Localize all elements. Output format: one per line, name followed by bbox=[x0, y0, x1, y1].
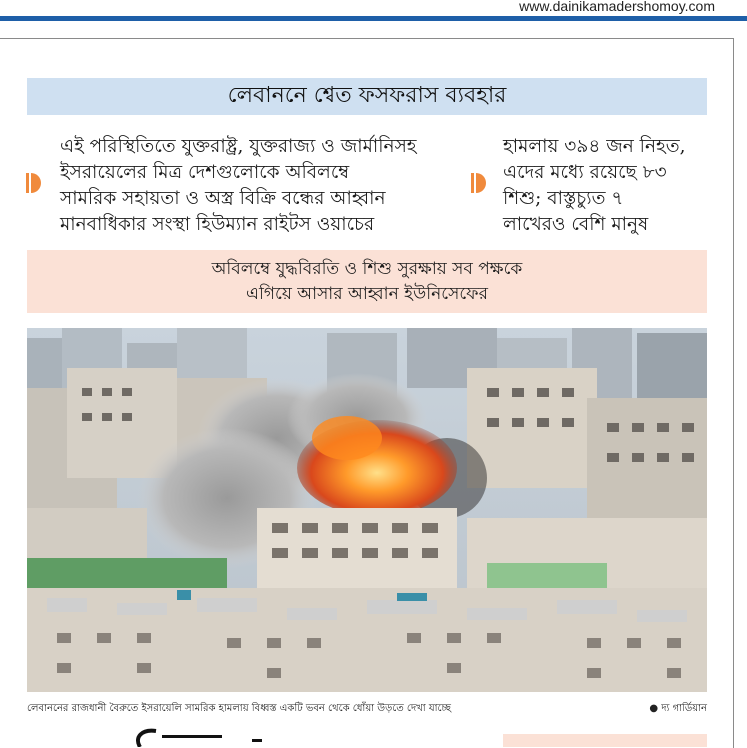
pull-quote-line: এদের মধ্যে রয়েছে ৮৩ bbox=[503, 162, 667, 183]
subheadline bbox=[27, 250, 707, 313]
masthead-rule bbox=[0, 16, 747, 21]
next-article-band bbox=[503, 734, 707, 747]
photo-credit: ● দ্য গার্ডিয়ান bbox=[649, 703, 707, 714]
photo-caption-text: লেবাননের রাজধানী বৈরুতে ইসরায়েলি সামরিক হামলায় বিধ্বস্ত একটি ভবন থেকে ধোঁয়া উড়তে দেখা যাচ্ছে bbox=[27, 703, 452, 714]
masthead-website[interactable]: www.dainikamadershomoy.com bbox=[519, 0, 715, 14]
article-headline: লেবাননে শ্বেত ফসফরাস ব্যবহার bbox=[27, 78, 707, 115]
pull-quote-line: ইসরায়েলের মিত্র দেশগুলোকে অবিলম্বে bbox=[60, 162, 350, 183]
pull-quote-right bbox=[503, 134, 686, 238]
pull-quote-line: লাখেরও বেশি মানুষ bbox=[503, 214, 649, 235]
next-article-headline-fragment bbox=[122, 727, 342, 747]
quote-mark-icon bbox=[471, 173, 485, 193]
pull-quote-line: সামরিক সহায়তা ও অস্ত্র বিক্রি বন্ধের আহ্বান bbox=[60, 188, 386, 209]
news-photo[interactable] bbox=[27, 328, 707, 692]
pull-quote-left bbox=[60, 134, 417, 238]
photo-caption bbox=[27, 701, 707, 717]
pull-quote-line: শিশু; বাস্তুচ্যুত ৭ bbox=[503, 188, 624, 209]
pull-quote-line: মানবাধিকার সংস্থা হিউম্যান রাইটস ওয়াচের bbox=[60, 214, 375, 235]
subheadline-line: অবিলম্বে যুদ্ধবিরতি ও শিশু সুরক্ষায় সব পক্ষকে bbox=[211, 258, 523, 279]
pull-quote-line: হামলায় ৩৯৪ জন নিহত, bbox=[503, 136, 686, 157]
quote-mark-icon bbox=[26, 173, 40, 193]
subheadline-line: এগিয়ে আসার আহ্বান ইউনিসেফের bbox=[246, 283, 488, 304]
pull-quote-line: এই পরিস্থিতিতে যুক্তরাষ্ট্র, যুক্তরাজ্য ও জার্মানিসহ bbox=[60, 136, 417, 157]
